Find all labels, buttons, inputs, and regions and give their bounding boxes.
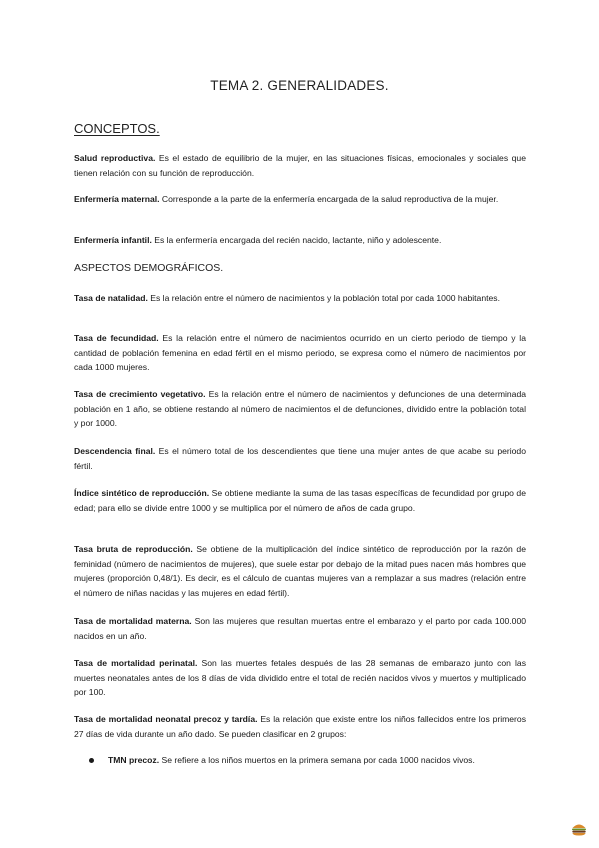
burger-logo-icon xyxy=(571,822,587,836)
definition: Es el estado de equilibrio de la mujer, en las situaciones físicas, emocionales y sociales que tienen relación con su función de reproducción. xyxy=(74,153,526,178)
term: Tasa de mortalidad perinatal. xyxy=(74,658,198,668)
definition: Son las mujeres que resultan muertas entre el embarazo y el parto por cada 100.000 nacidos en un año. xyxy=(74,616,527,641)
term: TMN precoz. xyxy=(108,755,160,765)
term: Tasa de mortalidad materna. xyxy=(74,616,192,626)
paragraph-tasa-natalidad xyxy=(74,291,526,306)
paragraph-mortalidad-neonatal xyxy=(74,712,526,741)
definition: Corresponde a la parte de la enfermería encargada de la salud reproductiva de la mujer. xyxy=(159,194,499,204)
definition: Se obtiene de la multiplicación del índice sintético de reproducción por la razón de feminidad (número de nacimientos de mujeres), que suele estar por debajo de la mitad pues nacen más hombres que mujeres (proporción 0,48/1). Es decir, es el cálculo de cuantas mujeres van a remplazar a sus madres (relación entre el número de niñas nacidas y las mujeres en edad fértil). xyxy=(74,544,526,598)
paragraph-tasa-fecundidad xyxy=(74,331,526,375)
section-heading-conceptos: CONCEPTOS. xyxy=(74,121,160,136)
paragraph-descendencia-final xyxy=(74,444,526,473)
term: Tasa bruta de reproducción. xyxy=(74,544,193,554)
page-title: TEMA 2. GENERALIDADES. xyxy=(210,78,389,93)
definition: Se obtiene mediante la suma de las tasas específicas de fecundidad por grupo de edad; para ello se divide entre 1000 y se multiplica por el número de años de cada grupo. xyxy=(74,488,526,513)
definition: Es la enfermería encargada del recién nacido, lactante, niño y adolescente. xyxy=(151,235,442,245)
definition: Se refiere a los niños muertos en la primera semana por cada 1000 nacidos vivos. xyxy=(159,755,475,765)
definition: Es la relación entre el número de nacimientos ocurrido en un cierto periodo de tiempo y la cantidad de población femenina en edad fértil en el mismo periodo, se expresa como el número de nacimientos por cada 1000 mujeres. xyxy=(74,333,526,372)
list-item-tmn-precoz xyxy=(92,753,526,768)
definition: Es la relación entre el número de nacimientos y la población total por cada 1000 habitantes. xyxy=(147,293,500,303)
paragraph-indice-sintetico xyxy=(74,486,526,515)
paragraph-enfermeria-infantil xyxy=(74,233,526,248)
term: Salud reproductiva. xyxy=(74,153,156,163)
paragraph-tasa-bruta-reproduccion xyxy=(74,542,526,600)
paragraph-mortalidad-materna xyxy=(74,614,526,643)
definition: Es el número total de los descendientes que tiene una mujer antes de que acabe su periodo fértil. xyxy=(74,446,526,471)
term: Tasa de mortalidad neonatal precoz y tardía. xyxy=(74,714,258,724)
paragraph-mortalidad-perinatal xyxy=(74,656,526,700)
definition: Son las muertes fetales después de las 28 semanas de embarazo junto con las muertes neonatales antes de los 8 días de vida dividido entre el total de recién nacidos vivos y muertos y multiplicado por 100. xyxy=(74,658,527,697)
term: Tasa de crecimiento vegetativo. xyxy=(74,389,206,399)
term: Enfermería infantil. xyxy=(74,235,152,245)
term: Descendencia final. xyxy=(74,446,156,456)
paragraph-enfermeria-maternal xyxy=(74,192,526,207)
term: Enfermería maternal. xyxy=(74,194,160,204)
definition: Es la relación que existe entre los niños fallecidos entre los primeros 27 días de vida durante un año dado. Se pueden clasificar en 2 grupos: xyxy=(74,714,526,739)
term: Tasa de natalidad. xyxy=(74,293,148,303)
term: Tasa de fecundidad. xyxy=(74,333,159,343)
section-heading-aspectos-demograficos: ASPECTOS DEMOGRÁFICOS. xyxy=(74,262,224,274)
definition: Es la relación entre el número de nacimientos y defunciones de una determinada población en 1 año, se obtiene restando al número de nacimientos el de defunciones, dividido entre la población total y por 1000. xyxy=(74,389,527,428)
paragraph-tasa-crecimiento-vegetativo xyxy=(74,387,526,431)
bullet-icon xyxy=(89,758,94,763)
paragraph-salud-reproductiva xyxy=(74,151,526,180)
term: Índice sintético de reproducción. xyxy=(74,488,210,498)
